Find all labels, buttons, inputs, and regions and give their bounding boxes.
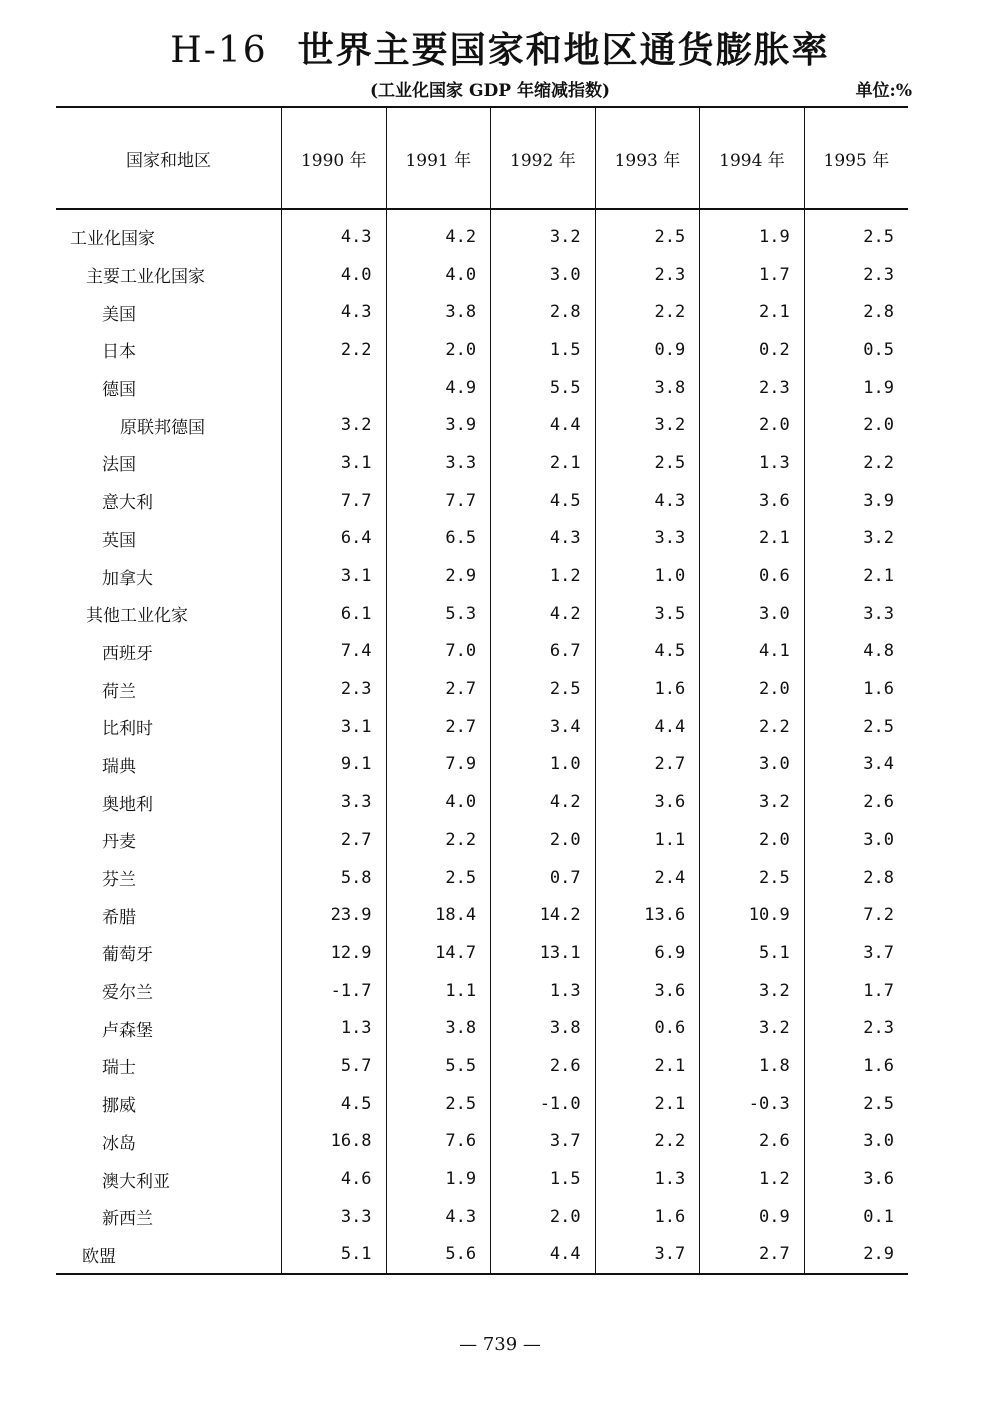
value-cell: 6.9 xyxy=(595,934,700,972)
value-cell: 2.3 xyxy=(804,1009,908,1047)
table-title: 世界主要国家和地区通货膨胀率 xyxy=(297,29,830,71)
value-cell: 1.5 xyxy=(491,331,596,369)
value-cell: 1.6 xyxy=(804,1047,908,1085)
value-cell: 2.0 xyxy=(700,670,805,708)
value-cell: 4.8 xyxy=(804,633,908,671)
value-cell: 3.2 xyxy=(491,209,596,256)
value-cell: 7.2 xyxy=(804,896,908,934)
value-cell: 4.4 xyxy=(491,406,596,444)
table-row xyxy=(56,1085,908,1123)
value-cell: 1.0 xyxy=(491,746,596,784)
header-cell: 1994 年 xyxy=(700,107,805,209)
region-name: 德国 xyxy=(102,380,136,401)
region-name: 日本 xyxy=(102,342,136,363)
region-name: 希腊 xyxy=(102,907,136,928)
header-row xyxy=(56,107,908,209)
value-cell: 1.9 xyxy=(804,369,908,407)
value-cell: 4.2 xyxy=(491,783,596,821)
table-row xyxy=(56,783,908,821)
value-cell: 4.3 xyxy=(282,293,387,331)
header-cell: 1991 年 xyxy=(386,107,491,209)
region-name: 新西兰 xyxy=(102,1209,153,1230)
region-name: 美国 xyxy=(102,304,136,325)
value-cell: 2.2 xyxy=(595,1123,700,1161)
value-cell: 3.3 xyxy=(804,595,908,633)
value-cell: 16.8 xyxy=(282,1123,387,1161)
value-cell: 3.3 xyxy=(595,520,700,558)
value-cell: 4.5 xyxy=(491,482,596,520)
value-cell: 4.0 xyxy=(386,256,491,294)
value-cell: 2.5 xyxy=(804,1085,908,1123)
page-title xyxy=(0,22,1000,73)
value-cell: 1.3 xyxy=(700,444,805,482)
region-name: 丹麦 xyxy=(102,832,136,853)
value-cell: 3.3 xyxy=(282,783,387,821)
region-name: 加拿大 xyxy=(102,568,153,589)
region-name: 瑞典 xyxy=(102,756,136,777)
value-cell: 3.8 xyxy=(595,369,700,407)
value-cell: 2.1 xyxy=(700,293,805,331)
value-cell: 3.1 xyxy=(282,444,387,482)
value-cell: 6.1 xyxy=(282,595,387,633)
value-cell: -1.7 xyxy=(282,972,387,1010)
region-name: 荷兰 xyxy=(102,681,136,702)
table-row xyxy=(56,1236,908,1275)
value-cell: 4.2 xyxy=(491,595,596,633)
table-row xyxy=(56,1198,908,1236)
value-cell: 0.6 xyxy=(595,1009,700,1047)
table-row xyxy=(56,670,908,708)
value-cell: 3.0 xyxy=(700,746,805,784)
region-name: 爱尔兰 xyxy=(102,983,153,1004)
value-cell: 2.0 xyxy=(700,406,805,444)
value-cell: 1.5 xyxy=(491,1160,596,1198)
value-cell: 3.6 xyxy=(595,972,700,1010)
value-cell: 3.4 xyxy=(491,708,596,746)
value-cell: 2.4 xyxy=(595,859,700,897)
value-cell: 4.3 xyxy=(595,482,700,520)
value-cell xyxy=(282,369,387,407)
value-cell: 2.9 xyxy=(804,1236,908,1275)
value-cell: 0.9 xyxy=(700,1198,805,1236)
value-cell: 3.3 xyxy=(386,444,491,482)
header-cell: 1992 年 xyxy=(491,107,596,209)
table-row xyxy=(56,369,908,407)
table-row xyxy=(56,520,908,558)
value-cell: 1.1 xyxy=(386,972,491,1010)
value-cell: 1.8 xyxy=(700,1047,805,1085)
table-row xyxy=(56,708,908,746)
value-cell: 5.1 xyxy=(700,934,805,972)
page-number: — 739 — xyxy=(459,1334,541,1355)
value-cell: 2.9 xyxy=(386,557,491,595)
value-cell: 4.0 xyxy=(282,256,387,294)
value-cell: 3.2 xyxy=(804,520,908,558)
value-cell: 2.2 xyxy=(595,293,700,331)
table-row xyxy=(56,444,908,482)
value-cell: 3.8 xyxy=(386,1009,491,1047)
region-name: 意大利 xyxy=(102,493,153,514)
value-cell: 4.6 xyxy=(282,1160,387,1198)
table-row xyxy=(56,482,908,520)
value-cell: 12.9 xyxy=(282,934,387,972)
value-cell: 4.2 xyxy=(386,209,491,256)
value-cell: 1.7 xyxy=(700,256,805,294)
value-cell: 2.2 xyxy=(282,331,387,369)
table-row xyxy=(56,595,908,633)
value-cell: 4.5 xyxy=(595,633,700,671)
value-cell: 1.0 xyxy=(595,557,700,595)
region-name: 原联邦德国 xyxy=(120,417,205,438)
value-cell: 3.1 xyxy=(282,708,387,746)
value-cell: 5.1 xyxy=(282,1236,387,1275)
table-row xyxy=(56,1160,908,1198)
value-cell: -1.0 xyxy=(491,1085,596,1123)
table-row xyxy=(56,256,908,294)
value-cell: -0.3 xyxy=(700,1085,805,1123)
value-cell: 2.2 xyxy=(386,821,491,859)
table-row xyxy=(56,406,908,444)
value-cell: 7.7 xyxy=(386,482,491,520)
value-cell: 2.5 xyxy=(804,209,908,256)
value-cell: 2.0 xyxy=(491,821,596,859)
value-cell: 3.9 xyxy=(804,482,908,520)
value-cell: 3.8 xyxy=(386,293,491,331)
value-cell: 1.9 xyxy=(386,1160,491,1198)
value-cell: 2.3 xyxy=(700,369,805,407)
value-cell: 1.6 xyxy=(804,670,908,708)
region-name: 卢森堡 xyxy=(102,1020,153,1041)
value-cell: 5.5 xyxy=(491,369,596,407)
value-cell: 3.0 xyxy=(804,1123,908,1161)
value-cell: 9.1 xyxy=(282,746,387,784)
value-cell: 2.7 xyxy=(700,1236,805,1275)
value-cell: 2.6 xyxy=(804,783,908,821)
table-row xyxy=(56,972,908,1010)
value-cell: 14.2 xyxy=(491,896,596,934)
value-cell: 2.7 xyxy=(386,708,491,746)
value-cell: 2.0 xyxy=(386,331,491,369)
value-cell: 1.3 xyxy=(491,972,596,1010)
value-cell: 2.0 xyxy=(491,1198,596,1236)
value-cell: 3.0 xyxy=(804,821,908,859)
inflation-table xyxy=(56,106,908,1275)
value-cell: 2.3 xyxy=(804,256,908,294)
value-cell: 3.6 xyxy=(804,1160,908,1198)
value-cell: 2.5 xyxy=(700,859,805,897)
value-cell: 2.1 xyxy=(595,1085,700,1123)
value-cell: 4.9 xyxy=(386,369,491,407)
value-cell: 2.2 xyxy=(700,708,805,746)
region-name: 西班牙 xyxy=(102,643,153,664)
value-cell: 4.3 xyxy=(386,1198,491,1236)
table-row xyxy=(56,331,908,369)
value-cell: 3.9 xyxy=(386,406,491,444)
value-cell: 7.7 xyxy=(282,482,387,520)
value-cell: 2.5 xyxy=(491,670,596,708)
value-cell: 2.5 xyxy=(595,444,700,482)
value-cell: 4.4 xyxy=(595,708,700,746)
value-cell: 5.8 xyxy=(282,859,387,897)
value-cell: 1.3 xyxy=(282,1009,387,1047)
value-cell: 3.2 xyxy=(700,972,805,1010)
value-cell: 6.4 xyxy=(282,520,387,558)
value-cell: 2.1 xyxy=(700,520,805,558)
value-cell: 2.5 xyxy=(595,209,700,256)
value-cell: 7.6 xyxy=(386,1123,491,1161)
value-cell: 0.9 xyxy=(595,331,700,369)
table-row xyxy=(56,1009,908,1047)
value-cell: 2.8 xyxy=(804,859,908,897)
value-cell: 5.7 xyxy=(282,1047,387,1085)
region-name: 主要工业化国家 xyxy=(86,267,205,288)
value-cell: 3.1 xyxy=(282,557,387,595)
value-cell: 0.2 xyxy=(700,331,805,369)
value-cell: 3.7 xyxy=(804,934,908,972)
region-name: 英国 xyxy=(102,530,136,551)
table-row xyxy=(56,821,908,859)
value-cell: 2.7 xyxy=(386,670,491,708)
value-cell: 4.3 xyxy=(491,520,596,558)
value-cell: 3.6 xyxy=(700,482,805,520)
value-cell: 7.4 xyxy=(282,633,387,671)
value-cell: 0.6 xyxy=(700,557,805,595)
value-cell: 18.4 xyxy=(386,896,491,934)
table-row xyxy=(56,633,908,671)
value-cell: 4.3 xyxy=(282,209,387,256)
value-cell: 1.6 xyxy=(595,1198,700,1236)
value-cell: 2.6 xyxy=(700,1123,805,1161)
value-cell: 2.1 xyxy=(804,557,908,595)
value-cell: 3.3 xyxy=(282,1198,387,1236)
table-row xyxy=(56,1123,908,1161)
value-cell: 0.7 xyxy=(491,859,596,897)
value-cell: 4.1 xyxy=(700,633,805,671)
value-cell: 3.0 xyxy=(491,256,596,294)
table-row xyxy=(56,557,908,595)
value-cell: 2.3 xyxy=(595,256,700,294)
value-cell: 2.8 xyxy=(804,293,908,331)
header-cell: 1990 年 xyxy=(282,107,387,209)
value-cell: 6.7 xyxy=(491,633,596,671)
value-cell: 5.6 xyxy=(386,1236,491,1275)
value-cell: 0.5 xyxy=(804,331,908,369)
value-cell: 3.4 xyxy=(804,746,908,784)
value-cell: 6.5 xyxy=(386,520,491,558)
value-cell: 2.2 xyxy=(804,444,908,482)
value-cell: 23.9 xyxy=(282,896,387,934)
value-cell: 3.8 xyxy=(491,1009,596,1047)
value-cell: 2.0 xyxy=(804,406,908,444)
region-name: 芬兰 xyxy=(102,870,136,891)
table-row xyxy=(56,896,908,934)
region-name: 法国 xyxy=(102,455,136,476)
subtitle: (工业化国家 GDP 年缩减指数) xyxy=(370,81,610,101)
value-cell: 2.0 xyxy=(700,821,805,859)
table-body xyxy=(56,209,908,1274)
table-row xyxy=(56,293,908,331)
value-cell: 1.2 xyxy=(491,557,596,595)
header-cell: 国家和地区 xyxy=(56,107,282,209)
value-cell: 10.9 xyxy=(700,896,805,934)
value-cell: 3.2 xyxy=(282,406,387,444)
table-row xyxy=(56,1047,908,1085)
value-cell: 1.9 xyxy=(700,209,805,256)
value-cell: 1.1 xyxy=(595,821,700,859)
value-cell: 3.2 xyxy=(700,1009,805,1047)
value-cell: 4.0 xyxy=(386,783,491,821)
region-name: 欧盟 xyxy=(56,1236,282,1275)
value-cell: 2.5 xyxy=(386,859,491,897)
region-name: 冰岛 xyxy=(102,1133,136,1154)
table-row xyxy=(56,934,908,972)
value-cell: 2.7 xyxy=(595,746,700,784)
value-cell: 2.5 xyxy=(386,1085,491,1123)
region-name: 其他工业化家 xyxy=(86,606,188,627)
value-cell: 3.2 xyxy=(700,783,805,821)
region-name: 奥地利 xyxy=(102,794,153,815)
value-cell: 2.5 xyxy=(804,708,908,746)
value-cell: 3.0 xyxy=(700,595,805,633)
value-cell: 3.5 xyxy=(595,595,700,633)
value-cell: 7.0 xyxy=(386,633,491,671)
value-cell: 2.1 xyxy=(595,1047,700,1085)
value-cell: 13.1 xyxy=(491,934,596,972)
table-row xyxy=(56,209,908,256)
region-name: 比利时 xyxy=(102,719,153,740)
region-name: 葡萄牙 xyxy=(102,945,153,966)
value-cell: 3.7 xyxy=(491,1123,596,1161)
value-cell: 1.2 xyxy=(700,1160,805,1198)
table-code: H-16 xyxy=(170,30,268,71)
value-cell: 7.9 xyxy=(386,746,491,784)
value-cell: 3.7 xyxy=(595,1236,700,1275)
unit-label: 单位:% xyxy=(855,81,912,101)
value-cell: 13.6 xyxy=(595,896,700,934)
header-cell: 1995 年 xyxy=(804,107,908,209)
value-cell: 4.5 xyxy=(282,1085,387,1123)
value-cell: 2.7 xyxy=(282,821,387,859)
value-cell: 0.1 xyxy=(804,1198,908,1236)
value-cell: 4.4 xyxy=(491,1236,596,1275)
value-cell: 3.2 xyxy=(595,406,700,444)
value-cell: 5.5 xyxy=(386,1047,491,1085)
value-cell: 2.6 xyxy=(491,1047,596,1085)
header-cell: 1993 年 xyxy=(595,107,700,209)
region-name: 挪威 xyxy=(102,1096,136,1117)
table-row xyxy=(56,859,908,897)
region-name: 澳大利亚 xyxy=(102,1171,170,1192)
value-cell: 3.6 xyxy=(595,783,700,821)
region-name: 工业化国家 xyxy=(70,229,155,250)
value-cell: 2.1 xyxy=(491,444,596,482)
table-row xyxy=(56,746,908,784)
value-cell: 2.3 xyxy=(282,670,387,708)
value-cell: 1.3 xyxy=(595,1160,700,1198)
value-cell: 2.8 xyxy=(491,293,596,331)
value-cell: 5.3 xyxy=(386,595,491,633)
value-cell: 14.7 xyxy=(386,934,491,972)
value-cell: 1.7 xyxy=(804,972,908,1010)
region-name: 瑞士 xyxy=(102,1058,136,1079)
value-cell: 1.6 xyxy=(595,670,700,708)
